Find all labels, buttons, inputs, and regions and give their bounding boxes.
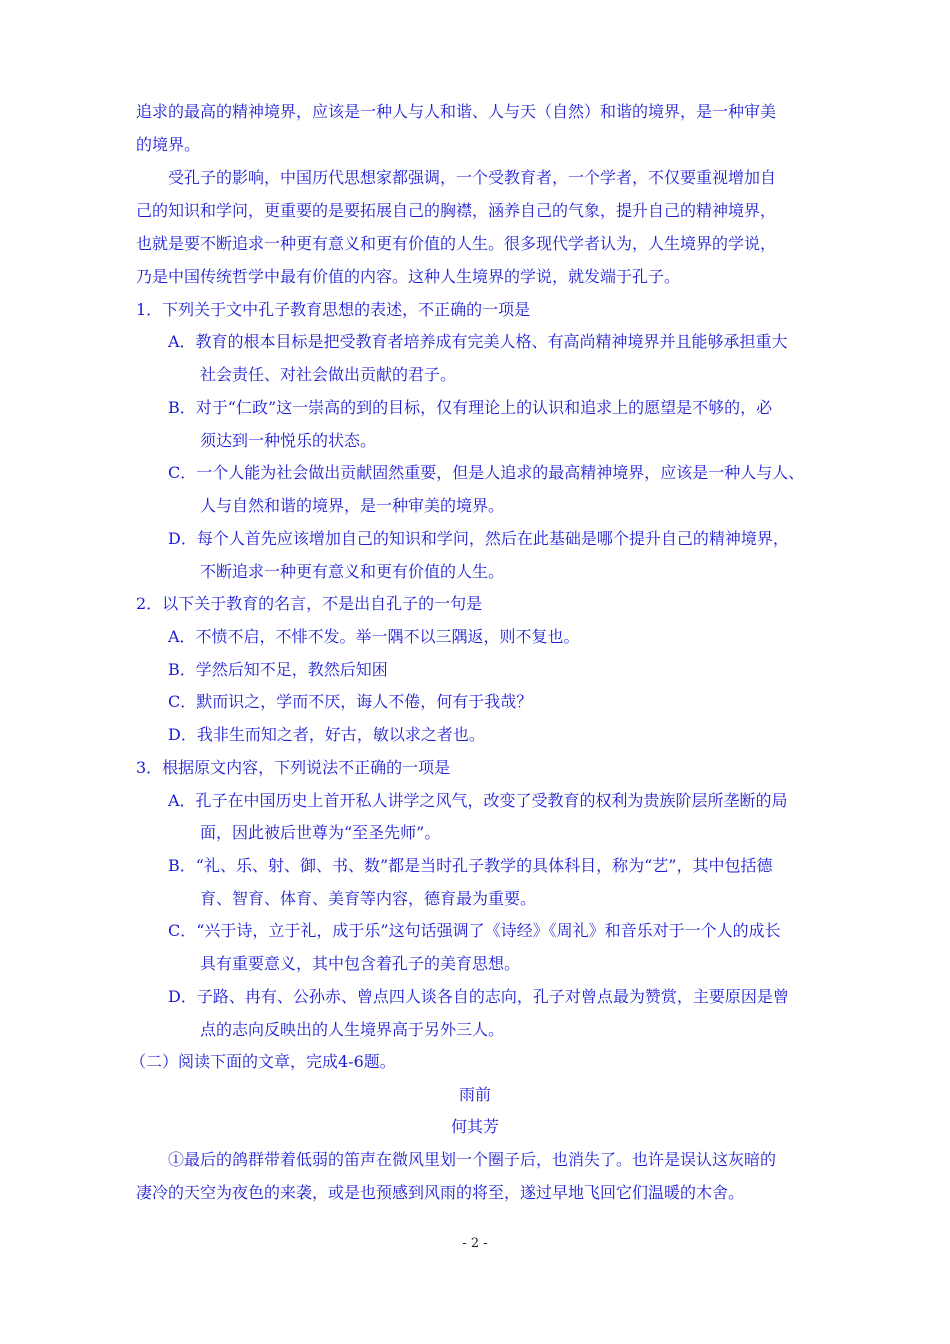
question-3-stem: 3．根据原文内容，下列说法不正确的一项是: [136, 758, 451, 777]
question-1-option-d-cont: 不断追求一种更有意义和更有价值的人生。: [200, 562, 505, 581]
article-author: 何其芳: [450, 1117, 499, 1136]
question-2-option-b: B．学然后知不足，教然后知困: [168, 660, 388, 679]
question-1-option-d: D．每个人首先应该增加自己的知识和学问，然后在此基础是哪个提升自己的精神境界，: [168, 529, 789, 548]
passage-line: 也就是要不断追求一种更有意义和更有价值的人生。很多现代学者认为，人生境界的学说，: [136, 234, 777, 253]
question-2-option-d: D．我非生而知之者，好古，敏以求之者也。: [168, 725, 485, 744]
question-1-option-c-cont: 人与自然和谐的境界，是一种审美的境界。: [200, 496, 505, 515]
article-title: 雨前: [458, 1085, 491, 1104]
question-1-option-c: C．一个人能为社会做出贡献固然重要，但是人追求的最高精神境界，应该是一种人与人、: [168, 463, 805, 482]
question-2-option-c: C．默而识之，学而不厌，诲人不倦，何有于我哉？: [168, 692, 533, 711]
question-2-option-a: A．不愤不启，不悱不发。举一隅不以三隅返，则不复也。: [168, 627, 580, 646]
question-2-stem: 2．以下关于教育的名言，不是出自孔子的一句是: [136, 594, 483, 613]
question-3-option-a: A．孔子在中国历史上首开私人讲学之风气，改变了受教育的权利为贵族阶层所垄断的局: [168, 791, 788, 810]
section-heading: （二）阅读下面的文章，完成4-6题。: [130, 1052, 396, 1071]
question-1-option-b-cont: 须达到一种悦乐的状态。: [200, 431, 377, 450]
article-paragraph-line: 凄冷的天空为夜色的来袭，或是也预感到风雨的将至，遂过早地飞回它们温暖的木舍。: [136, 1183, 745, 1202]
question-3-option-b-cont: 育、智育、体育、美育等内容，德育最为重要。: [200, 889, 537, 908]
question-1-option-a-cont: 社会责任、对社会做出贡献的君子。: [200, 365, 457, 384]
question-1-option-a: A．教育的根本目标是把受教育者培养成有完美人格、有高尚精神境界并且能够承担重大: [168, 332, 788, 351]
question-3-option-d-cont: 点的志向反映出的人生境界高于另外三人。: [200, 1020, 505, 1039]
question-1-option-b: B．对于“仁政”这一崇高的到的目标，仅有理论上的认识和追求上的愿望是不够的，必: [168, 398, 773, 417]
question-3-option-c: C．“兴于诗，立于礼，成于乐”这句话强调了《诗经》《周礼》和音乐对于一个人的成长: [168, 921, 781, 940]
passage-line: 的境界。: [136, 135, 201, 154]
passage-line: 受孔子的影响，中国历代思想家都强调，一个受教育者，一个学者，不仅要重视增加自: [168, 168, 777, 187]
article-paragraph-line: ①最后的鸽群带着低弱的笛声在微风里划一个圈子后，也消失了。也许是误认这灰暗的: [168, 1150, 777, 1169]
passage-line: 己的知识和学问，更重要的是要拓展自己的胸襟，涵养自己的气象，提升自己的精神境界，: [136, 201, 777, 220]
question-3-option-b: B．“礼、乐、射、御、书、数”都是当时孔子教学的具体科目，称为“艺”，其中包括德: [168, 856, 773, 875]
passage-line: 追求的最高的精神境界，应该是一种人与人和谐、人与天（自然）和谐的境界，是一种审美: [136, 102, 777, 121]
question-3-option-a-cont: 面，因此被后世尊为“至圣先师”。: [200, 823, 441, 842]
passage-line: 乃是中国传统哲学中最有价值的内容。这种人生境界的学说，就发端于孔子。: [136, 267, 681, 286]
question-3-option-d: D．子路、冉有、公孙赤、曾点四人谈各自的志向，孔子对曾点最为赞赏，主要原因是曾: [168, 987, 789, 1006]
page-number: - 2 -: [462, 1236, 488, 1251]
question-3-option-c-cont: 具有重要意义，其中包含着孔子的美育思想。: [200, 954, 521, 973]
question-1-stem: 1．下列关于文中孔子教育思想的表述，不正确的一项是: [136, 300, 531, 319]
